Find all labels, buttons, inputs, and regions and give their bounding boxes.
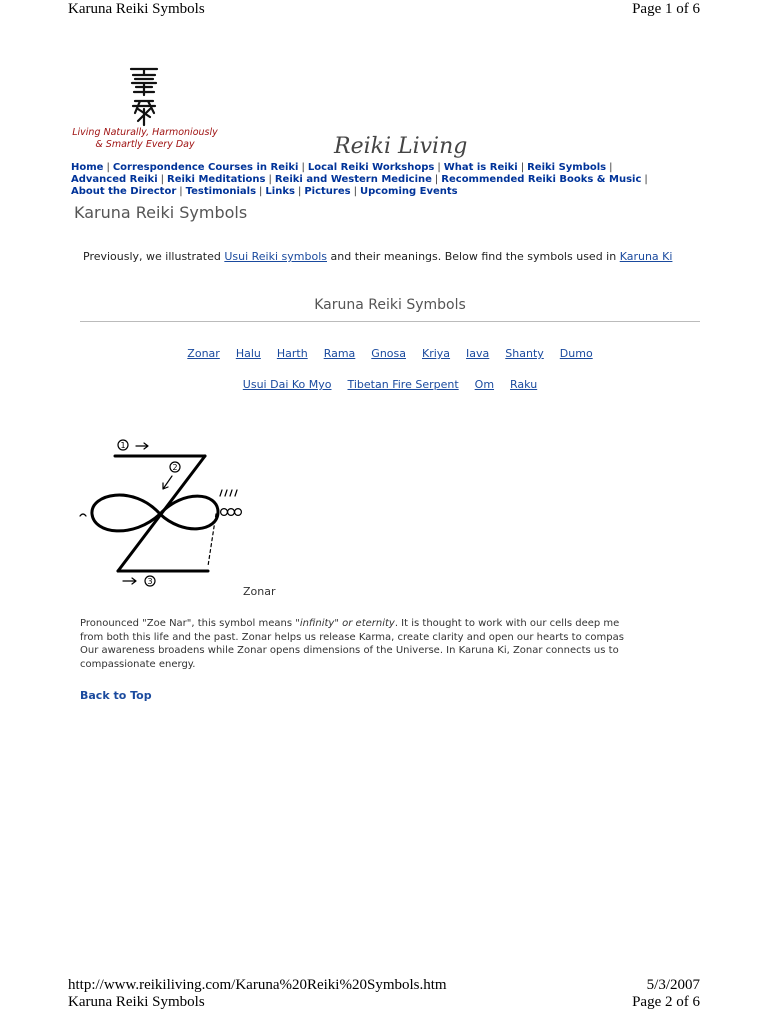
symbol-link-halu[interactable]: Halu: [235, 347, 261, 360]
symbol-link-harth[interactable]: Harth: [276, 347, 308, 360]
main-navigation: Home | Correspondence Courses in Reiki | Local Reiki Workshops | What is Reiki | Reiki Symbols | Advanced Reiki | Reiki Meditations | Reiki and Western Medicine | Recommended Reiki Books & Music | About the Director | Testimonials | Links | Pictures | Upcoming Events: [71, 162, 648, 197]
print-footer-date: 5/3/2007: [646, 977, 700, 993]
print-header-title: Karuna Reiki Symbols: [68, 1, 205, 17]
nav-link-reiki-western-medicine[interactable]: Reiki and Western Medicine: [274, 174, 432, 185]
nav-link-reiki-meditations[interactable]: Reiki Meditations: [167, 174, 266, 185]
nav-link-pictures[interactable]: Pictures: [304, 186, 351, 197]
symbol-link-om[interactable]: Om: [474, 378, 495, 391]
symbol-link-usui-dai-ko-myo[interactable]: Usui Dai Ko Myo: [242, 378, 332, 391]
nav-link-advanced-reiki[interactable]: Advanced Reiki: [71, 174, 158, 185]
symbol-link-shanty[interactable]: Shanty: [505, 347, 544, 360]
print-footer-page: Page 2 of 6: [632, 994, 700, 1010]
site-title: Reiki Living: [334, 134, 468, 159]
symbol-link-rama[interactable]: Rama: [323, 347, 356, 360]
nav-link-local-workshops[interactable]: Local Reiki Workshops: [307, 162, 435, 173]
print-footer-title: Karuna Reiki Symbols: [68, 994, 205, 1010]
symbol-link-zonar[interactable]: Zonar: [187, 347, 220, 360]
nav-link-about-director[interactable]: About the Director: [71, 186, 177, 197]
section-divider: [80, 321, 700, 322]
nav-link-home[interactable]: Home: [71, 162, 104, 173]
print-header-page: Page 1 of 6: [632, 1, 700, 17]
zonar-description: Pronounced "Zoe Nar", this symbol means "infinity" or eternity. It is thought to work with our cells deep me from both this life and the past. Zonar helps us release Karma, create clarity and open our hearts to compas Our awareness broadens while Zonar opens dimensions of the Universe. In Karuna Ki, Zonar connects us to compassionate energy.: [80, 618, 624, 670]
symbol-link-kriya[interactable]: Kriya: [422, 347, 451, 360]
zonar-caption: Zonar: [243, 585, 276, 598]
nav-link-what-is-reiki[interactable]: What is Reiki: [443, 162, 518, 173]
reiki-kanji-logo: [126, 65, 162, 127]
nav-link-recommended-books[interactable]: Recommended Reiki Books & Music: [441, 174, 642, 185]
page-heading: Karuna Reiki Symbols: [74, 203, 248, 222]
nav-link-reiki-symbols[interactable]: Reiki Symbols: [527, 162, 607, 173]
usui-reiki-symbols-link[interactable]: Usui Reiki symbols: [224, 250, 327, 263]
back-to-top-link[interactable]: Back to Top: [80, 689, 152, 702]
svg-text:2: 2: [172, 463, 178, 472]
nav-link-correspondence-courses[interactable]: Correspondence Courses in Reiki: [112, 162, 299, 173]
symbol-link-gnosa[interactable]: Gnosa: [371, 347, 406, 360]
symbol-link-tibetan-fire-serpent[interactable]: Tibetan Fire Serpent: [347, 378, 459, 391]
karuna-ki-link[interactable]: Karuna Ki: [619, 250, 673, 263]
nav-link-testimonials[interactable]: Testimonials: [185, 186, 257, 197]
symbol-link-iava[interactable]: Iava: [466, 347, 490, 360]
print-footer-url: http://www.reikiliving.com/Karuna%20Reiki%20Symbols.htm: [68, 977, 447, 993]
symbol-link-dumo[interactable]: Dumo: [559, 347, 593, 360]
symbol-links-row-1: [80, 347, 700, 360]
site-tagline: Living Naturally, Harmoniously & Smartly Every Day: [72, 127, 218, 150]
symbol-link-raku[interactable]: Raku: [510, 378, 538, 391]
svg-text:1: 1: [120, 441, 126, 450]
intro-paragraph: Previously, we illustrated Usui Reiki symbols and their meanings. Below find the symbols used in Karuna Ki: [83, 250, 673, 263]
nav-link-links[interactable]: Links: [265, 186, 295, 197]
section-title: Karuna Reiki Symbols: [314, 297, 466, 313]
nav-link-upcoming-events[interactable]: Upcoming Events: [359, 186, 458, 197]
zonar-symbol-image: [78, 434, 248, 594]
svg-text:3: 3: [147, 577, 153, 586]
symbol-links-row-2: [80, 378, 700, 391]
